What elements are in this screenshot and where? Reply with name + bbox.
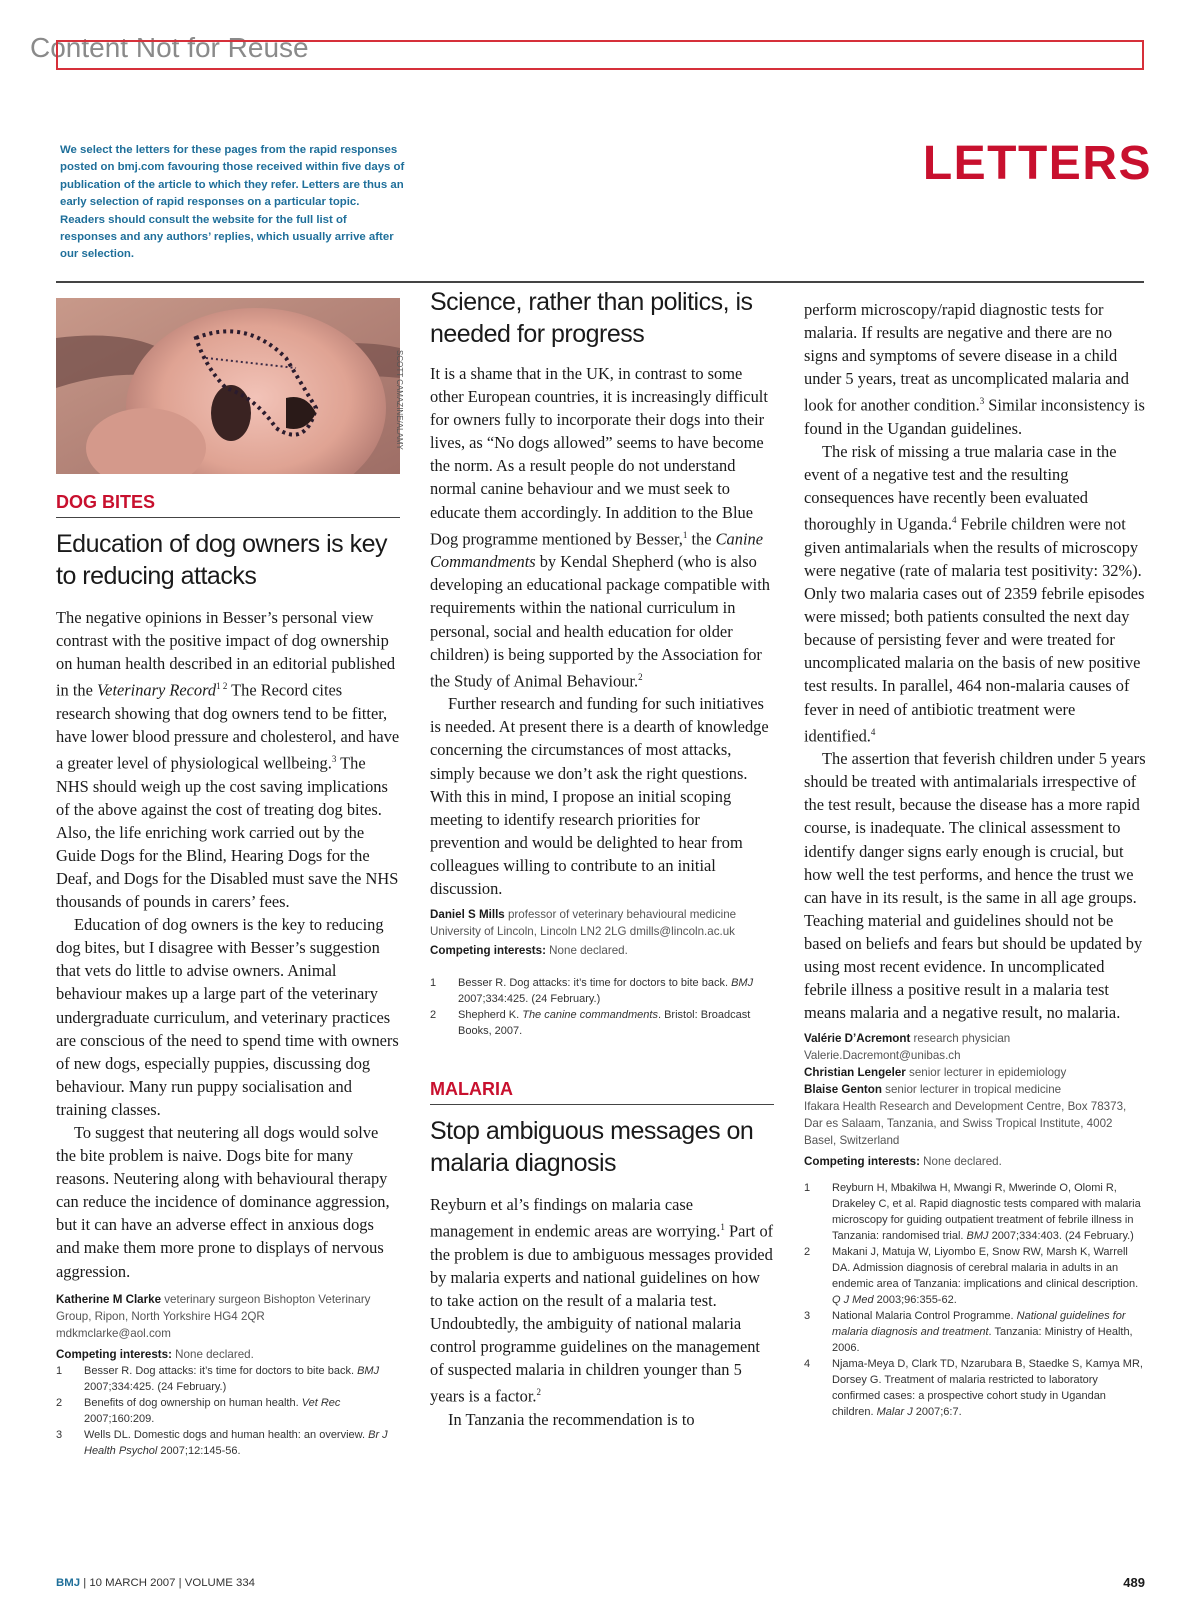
reference-item <box>804 1356 1146 1420</box>
reference-number: 3 <box>804 1310 811 1323</box>
watermark: Content Not for Reuse <box>30 32 309 63</box>
letter3-title: Stop ambiguous messages on malaria diagnosis <box>430 1117 754 1178</box>
letter3-paragraph-3: The risk of missing a true malaria case in the event of a negative test and the resulting consequences have recently been evaluated thoroughly in Uganda.$^4$ Febrile children were not given antimalarials when the results of microscopy were negative (rate of malaria test positivity: 32%). Only two malaria cases out of 2359 febrile episodes were missed; both patients consulted the next day because of persisting fever and were treated for uncomplicated malaria on the basis of new positive test results. In parallel, 464 non-malaria causes of fever in need of antibiotic treatment were identified.$^4$ <box>804 442 1145 746</box>
letter1-paragraph-1: The negative opinions in Besser’s personal view contrast with the positive impact of dog ownership on human health described in an editorial published in the Veterinary Record$^{1 2}$ The Record cites research showing that dog owners tend to be fitter, have lower blood pressure and cholesterol, and have a greater level of physiological wellbeing.$^3$ The NHS should weigh up the cost saving implications of the above against the cost of treating dog bites. Also, the life enriching work carried out by the Guide Dogs for the Blind, Hearing Dogs for the Deaf, and Dogs for the Disabled must save the NHS thousands of pounds in carers’ fees. <box>56 608 400 912</box>
letter2-body <box>430 362 774 900</box>
letter1-title: Education of dog owners is key to reducing attacks <box>56 530 388 590</box>
letter1-body <box>56 606 400 1283</box>
reference-number: 4 <box>804 1358 811 1371</box>
watermark-box <box>56 40 1144 70</box>
letter2-references <box>430 975 774 1039</box>
letter3-competing-interests: Competing interests: None declared. <box>804 1155 1002 1169</box>
reference-text: Shepherd K. The canine commandments. Bristol: Broadcast Books, 2007. <box>458 1009 751 1038</box>
letter3-paragraph-2-start: In Tanzania the recommendation is to <box>448 1409 695 1429</box>
reference-item <box>804 1308 1146 1356</box>
reference-item <box>56 1427 400 1459</box>
photo-illustration <box>56 298 400 474</box>
letter1-competing-interests: Competing interests: None declared. <box>56 1347 254 1361</box>
letter3-paragraph-4: The assertion that feverish children under 5 years should be treated with antimalarials irrespective of the test result, because the disease has a more rapid course, is inadequate. The clinical assessment to identify danger signs early enough is crucial, but how well the test performs, and hence the trust we can have in its result, is the same in all age groups. Teaching material and guidelines should not be based on beliefs and fears but should be updated by using most recent evidence. In uncomplicated febrile illness a positive result in a malaria test means malaria and a negative result, no malaria. <box>804 749 1146 1023</box>
photo-dog-bite-nose <box>56 298 400 474</box>
letter3-body-continued <box>804 298 1146 1024</box>
reference-number: 1 <box>430 977 437 990</box>
letter1-paragraph-2: Education of dog owners is the key to reducing dog bites, but I disagree with Besser’s suggestion that vets do little to advise owners. Animal behaviour makes up a large part of the veterinary undergraduate curriculum, and veterinary practices are conscious of the need to spend time with owners of new dogs, especially puppies, discussing dog behaviour. Many run puppy socialisation and training classes. <box>56 915 399 1119</box>
letter3-body-start <box>430 1193 774 1431</box>
reference-item <box>430 975 774 1007</box>
letter3-references <box>804 1180 1146 1420</box>
letter1-signature: Katherine M Clarke veterinary surgeon Bishopton Veterinary Group, Ripon, North Yorkshire HG4 2QR mdkmclarke@aol.com <box>56 1292 371 1340</box>
reference-item <box>56 1395 400 1427</box>
kicker-malaria: MALARIA <box>430 1079 774 1105</box>
kicker-dog-bites: DOG BITES <box>56 492 400 518</box>
reference-number: 3 <box>56 1428 63 1441</box>
reference-item <box>56 1363 400 1395</box>
letter2-paragraph-2: Further research and funding for such initiatives is needed. At present there is a dearth of knowledge concerning the circumstances of most attacks, simply because we don’t ask the right questions. With this in mind, I propose an initial scoping meeting to identify research priorities for prevention and would be delighted to hear from colleagues willing to contribute to an initial discussion. <box>430 694 769 898</box>
section-title: LETTERS <box>922 137 1152 190</box>
reference-item <box>804 1244 1146 1308</box>
reference-number: 2 <box>56 1396 63 1409</box>
column-1 <box>56 298 400 1459</box>
reference-number: 2 <box>430 1009 437 1022</box>
reference-text: National Malaria Control Programme. National guidelines for malaria diagnosis and treatment. Tanzania: Ministry of Health, 2006. <box>832 1310 1133 1355</box>
footer-citation: BMJ | 10 MARCH 2007 | VOLUME 334 <box>56 1577 256 1589</box>
top-rule <box>56 281 1144 283</box>
reference-number: 1 <box>56 1364 63 1377</box>
letter2-competing-interests: Competing interests: None declared. <box>430 944 628 958</box>
letter3-paragraph-2-cont: perform microscopy/rapid diagnostic tests for malaria. If results are negative and there are no signs and symptoms of severe disease in a child under 5 years, treat as uncomplicated malaria and look for another condition.$^3$ Similar inconsistency is found in the Ugandan guidelines. <box>804 300 1145 438</box>
section-intro: We select the letters for these pages from the rapid responses posted on bmj.com favouring those received within five days of publication of the article to which they refer. Letters are thus an early selection of rapid responses on a particular topic. Readers should consult the website for the full list of responses and any authors’ replies, which usually arrive after our selection. <box>60 144 405 261</box>
letter2-signature: Daniel S Mills professor of veterinary behavioural medicine University of Lincoln, Lincoln LN2 2LG dmills@lincoln.ac.uk <box>430 908 737 939</box>
reference-number: 2 <box>804 1246 811 1259</box>
letter3-signatures: Valérie D’Acremont research physician Valerie.Dacremont@unibas.ch Christian Lengeler senior lecturer in epidemiology Blaise Genton senior lecturer in tropical medicine Ifakara Health Research and Development Centre, Box 78373, Dar es Salaam, Tanzania, and Swiss Tropical Institute, 4002 Basel, Switzerland <box>804 1032 1127 1148</box>
reference-text: Besser R. Dog attacks: it’s time for doctors to bite back. BMJ 2007;334:425. (24 February.) <box>84 1364 380 1393</box>
letter2-title: Science, rather than politics, is needed for progress <box>430 288 753 348</box>
letter3-paragraph-1: Reyburn et al’s findings on malaria case management in endemic areas are worrying.$^1$ Part of the problem is due to ambiguous messages provided by malaria experts and national guidelines on how to take action on the result of a malaria test. Undoubtedly, the ambiguity of national malaria control programme guidelines on the management of suspected malaria in children younger than 5 years is a factor.$^2$ <box>430 1195 774 1406</box>
reference-item <box>804 1180 1146 1244</box>
column-2 <box>430 286 774 1431</box>
letter2-paragraph-1: It is a shame that in the UK, in contrast to some other European countries, it is increasingly difficult for owners fully to incorporate their dogs into their lives, as “No dogs allowed” seems to have become the norm. As a result people do not understand normal canine behaviour and we must seek to educate them accordingly. In addition to the Blue Dog programme mentioned by Besser,$^1$ the Canine Commandments by Kendal Shepherd (who is also developing an educational package compatible with requirements within the national curriculum in personal, social and health education for older children) is being supported by the Association for the Study of Animal Behaviour.$^2$ <box>430 364 770 691</box>
reference-item <box>430 1007 774 1039</box>
reference-text: Makani J, Matuja W, Liyombo E, Snow RW, Marsh K, Warrell DA. Admission diagnosis of cerebral malaria in adults in an endemic area of Tanzania: implications and clinical description. Q J Med 2003;96:355-62. <box>832 1246 1139 1307</box>
reference-text: Benefits of dog ownership on human health. Vet Rec 2007;160:209. <box>84 1396 341 1425</box>
reference-text: Wells DL. Domestic dogs and human health: an overview. Br J Health Psychol 2007;12:145-56. <box>84 1428 388 1457</box>
letter1-references <box>56 1363 400 1459</box>
photo-credit: SCOTT CAMAZINE/ALAMY <box>395 350 404 450</box>
column-3 <box>804 298 1146 1420</box>
reference-text: Besser R. Dog attacks: it’s time for doctors to bite back. BMJ 2007;334:425. (24 February.) <box>458 977 754 1006</box>
reference-text: Njama-Meya D, Clark TD, Nzarubara B, Staedke S, Kamya MR, Dorsey G. Treatment of malaria restricted to laboratory confirmed cases: a prospective cohort study in Ugandan children. Malar J 2007;6:7. <box>832 1358 1143 1419</box>
letter1-paragraph-3: To suggest that neutering all dogs would solve the bite problem is naive. Dogs bite for many reasons. Neutering along with behavioural therapy can reduce the incidence of dominance aggression, but it can have an adverse effect in anxious dogs and make them more prone to displays of nervous aggression. <box>56 1123 390 1281</box>
page-number: 489 <box>1123 1575 1145 1590</box>
reference-number: 1 <box>804 1182 811 1195</box>
reference-text: Reyburn H, Mbakilwa H, Mwangi R, Mwerinde O, Olomi R, Drakeley C, et al. Rapid diagnostic tests compared with malaria microscopy for guiding outpatient treatment of febrile illness in Tanzania: randomised trial. BMJ 2007;334:403. (24 February.) <box>832 1182 1141 1243</box>
